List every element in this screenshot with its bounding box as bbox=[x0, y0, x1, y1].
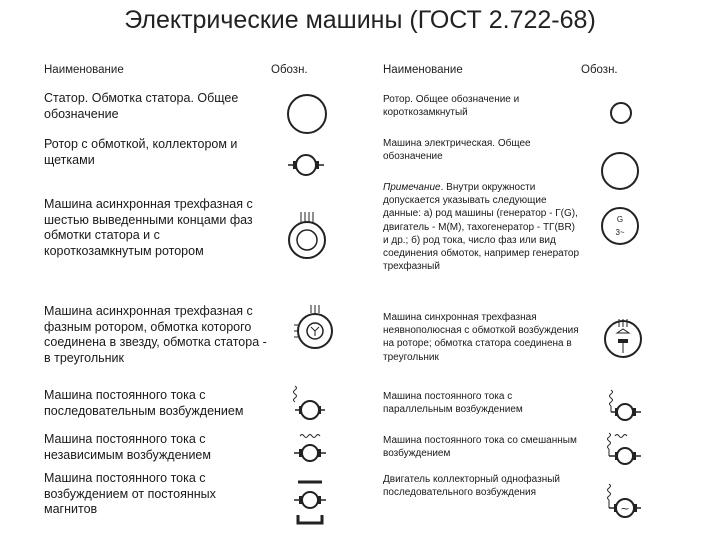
right-row-3-note bbox=[383, 181, 583, 273]
right-row-1-name: Ротор. Общее обозначение и короткозамкнутый bbox=[383, 94, 520, 119]
machine-circle-icon bbox=[599, 150, 641, 192]
right-row-6-name: Машина постоянного тока со смешанным возбуждением bbox=[383, 435, 577, 460]
dc-permanent-magnet-icon bbox=[290, 478, 330, 528]
rotor-brushes-icon bbox=[288, 147, 324, 183]
right-row-4-name: Машина синхронная трехфазная неявнополюсная с обмоткой возбуждения на роторе; обмотка статора соединена в треугольник bbox=[383, 312, 579, 363]
left-row-5-name: Машина постоянного тока с последовательным возбуждением bbox=[44, 388, 244, 418]
generator-three-phase-icon bbox=[599, 205, 641, 247]
page-title: Электрические машины (ГОСТ 2.722-68) bbox=[124, 6, 596, 34]
dc-series-icon bbox=[286, 382, 330, 422]
left-row-6-name: Машина постоянного тока с независимым возбуждением bbox=[44, 432, 211, 462]
stator-circle-icon bbox=[285, 92, 329, 136]
note-label: Примечание bbox=[383, 182, 441, 193]
left-row-2-name: Ротор с обмоткой, коллектором и щетками bbox=[44, 137, 238, 167]
note-text: . Внутри окружности допускается указывать следующие данные: а) род машины (генератор - Г(G), двигатель - М(М), тахогенератор - ТГ(BR) и др.; б) род тока, число фаз или вид соединения обмоток, например генератор трехфазный bbox=[383, 182, 580, 273]
header-symbol-right: Обозн. bbox=[581, 64, 618, 76]
left-row-4-name: Машина асинхронная трехфазная с фазным ротором, обмотка которого соединена в звезду, обмотка статора - в треугольник bbox=[44, 304, 267, 365]
three-phase-label: 3~ bbox=[615, 228, 625, 237]
left-row-7-name: Машина постоянного тока с возбуждением от постоянных магнитов bbox=[44, 471, 216, 516]
generator-label: G bbox=[616, 215, 624, 224]
left-row-1-name: Статор. Обмотка статора. Общее обозначение bbox=[44, 91, 239, 121]
header-symbol-left: Обозн. bbox=[271, 64, 308, 76]
dc-separate-icon bbox=[290, 429, 330, 465]
async-machine-squirrel-icon bbox=[284, 208, 330, 268]
header-name-left: Наименование bbox=[44, 64, 124, 76]
left-row-3-name: Машина асинхронная трехфазная с шестью выведенными концами фаз обмотки статора и с короткозамкнутым ротором bbox=[44, 197, 253, 258]
right-row-7-name: Двигатель коллекторный однофазный последовательного возбуждения bbox=[383, 474, 560, 499]
right-row-2-name: Машина электрическая. Общее обозначение bbox=[383, 138, 531, 163]
ac-tilde-label: ~ bbox=[620, 502, 630, 515]
sync-machine-icon bbox=[601, 313, 645, 361]
async-machine-wound-rotor-icon bbox=[290, 303, 340, 359]
header-name-right: Наименование bbox=[383, 64, 463, 76]
dc-shunt-icon bbox=[603, 386, 645, 426]
ac-commutator-motor-icon bbox=[601, 480, 645, 520]
right-row-5-name: Машина постоянного тока с параллельным возбуждением bbox=[383, 391, 523, 416]
dc-compound-icon bbox=[601, 429, 645, 469]
rotor-small-circle-icon bbox=[609, 101, 633, 125]
